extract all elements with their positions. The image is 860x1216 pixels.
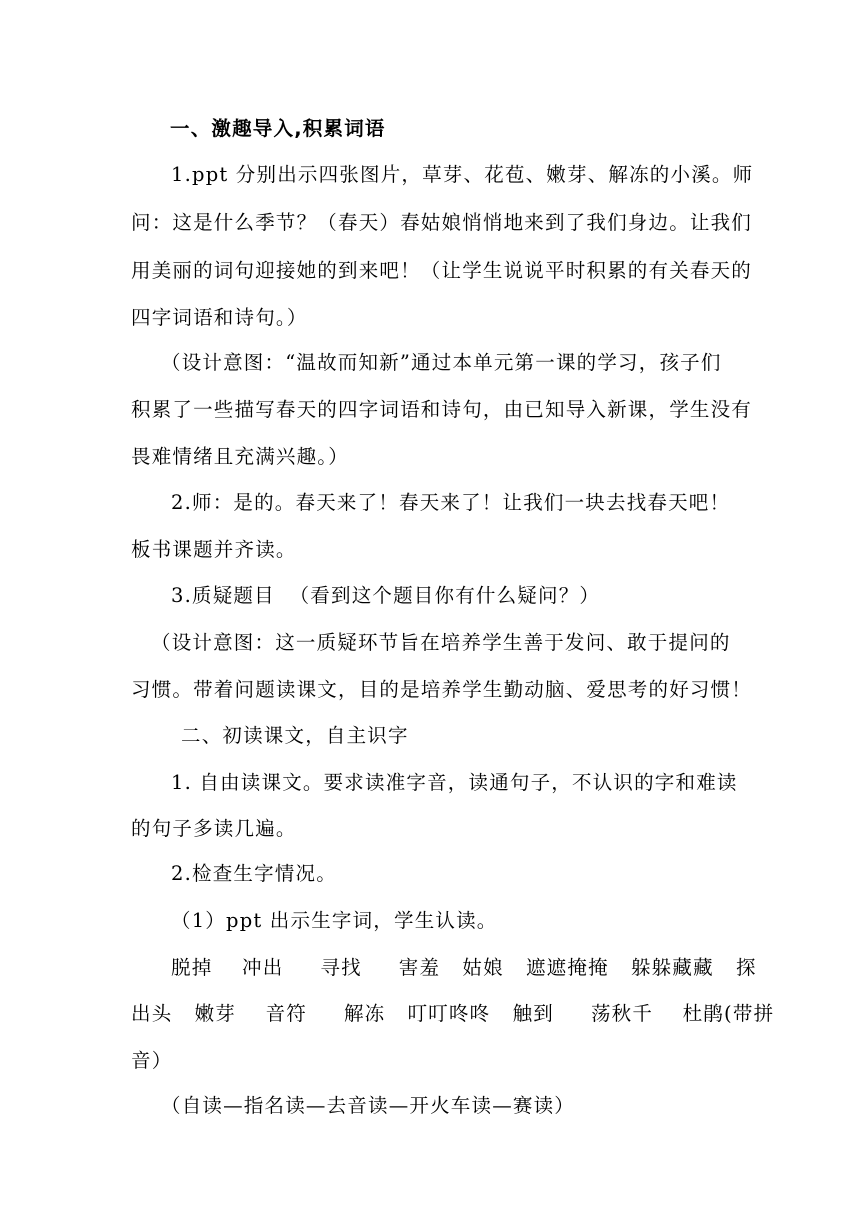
paragraph-line: 习惯。带着问题读课文，目的是培养学生勤动脑、爱思考的好习惯！ [131, 678, 753, 701]
paragraph-line: 音） [131, 1049, 173, 1072]
paragraph-line: （设计意图：这一质疑环节旨在培养学生善于发问、敢于提问的 [151, 631, 731, 654]
paragraph-line: 畏难情绪且充满兴趣。） [131, 445, 349, 468]
vocabulary-line: 脱掉 冲出 寻找 害羞 姑娘 遮遮掩掩 躲躲藏藏 探 [171, 956, 757, 979]
section-heading-2: 二、初读课文，自主识字 [181, 724, 409, 747]
paragraph-line: 2.检查生字情况。 [171, 862, 337, 885]
paragraph-line: 用美丽的词句迎接她的到来吧！（让学生说说平时积累的有关春天的 [131, 259, 753, 282]
section-heading-1: 一、激趣导入,积累词语 [170, 117, 386, 140]
paragraph-line: 问：这是什么季节？（春天）春姑娘悄悄地来到了我们身边。让我们 [131, 211, 753, 234]
vocabulary-line: 出头 嫩芽 音符 解冻 叮叮咚咚 触到 荡秋千 杜鹃(带拼 [131, 1002, 775, 1025]
paragraph-line: 1.ppt 分别出示四张图片，草芽、花苞、嫩芽、解冻的小溪。师 [171, 163, 754, 186]
paragraph-line: （自读—指名读—去音读—开火车读—赛读） [161, 1094, 576, 1117]
paragraph-line: 积累了一些描写春天的四字词语和诗句，由已知导入新课，学生没有 [131, 398, 753, 421]
paragraph-line: 3.质疑题目 （看到这个题目你有什么疑问？） [171, 584, 601, 607]
paragraph-line: （1）ppt 出示生字词，学生认读。 [171, 909, 498, 932]
paragraph-line: 1. 自由读课文。要求读准字音，读通句子，不认识的字和难读 [171, 771, 738, 794]
paragraph-line: 2.师：是的。春天来了！春天来了！让我们一块去找春天吧！ [171, 491, 731, 514]
paragraph-line: 四字词语和诗句。） [131, 306, 308, 329]
paragraph-line: （设计意图：“温故而知新”通过本单元第一课的学习，孩子们 [161, 351, 722, 374]
paragraph-line: 的句子多读几遍。 [131, 817, 297, 840]
paragraph-line: 板书课题并齐读。 [131, 538, 297, 561]
